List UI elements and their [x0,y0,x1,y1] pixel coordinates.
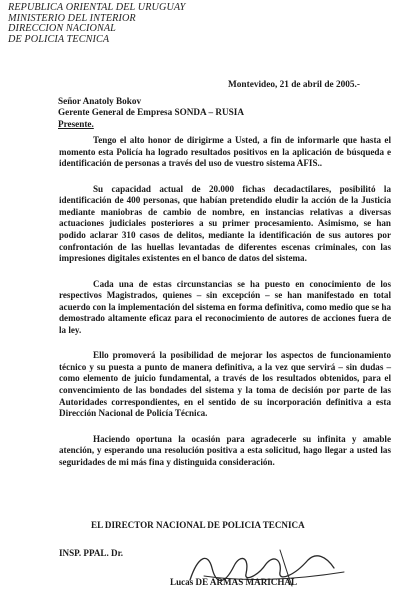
signatory-name: Lucas DE ARMAS MARICHAL [170,577,298,587]
letterhead [8,3,185,45]
letterhead-line-3: DIRECCION NACIONAL [8,23,116,35]
letter-body [59,135,391,482]
body-paragraph-3: Cada una de estas circunstancias se ha puesto en conocimiento de los respectivos Magistrados, quienes – sin excepción – se han manifestado en total acuerdo con la implementación del sistema en forma definitiva, como medio que se ha demostrado altamente eficaz para el reconocimiento de autores de acciones fuera de la ley. [59,278,391,335]
salutation: Presente. [58,118,94,129]
addressee-role: Gerente General de Empresa SONDA – RUSIA [58,107,244,118]
signature-rank: INSP. PPAL. Dr. [59,548,124,558]
body-paragraph-5: Haciendo oportuna la ocasión para agradecerle su infinita y amable atención, y esperando una resolución positiva a esta solicitud, hago llegar a usted las seguridades de mi más fina y distinguida consideración. [59,433,391,467]
letter-date: Montevideo, 21 de abril de 2005.- [228,80,360,90]
body-paragraph-4: Ello promoverá la posibilidad de mejorar los aspectos de funcionamiento técnico y su puesta a punto de manera definitiva, a la vez que servirá – sin dudas – como elemento de juicio fundamental, a través de los resultados obtenidos, para el convencimiento de las bondades del sistema y la toma de decisión por parte de las Autoridades correspondientes, en el sentido de su incorporación definitiva a esta Dirección Nacional de Policía Técnica. [59,350,391,419]
letterhead-line-4: DE POLICIA TECNICA [8,33,110,45]
addressee-block [58,96,244,130]
body-paragraph-1: Tengo el alto honor de dirigirme a Usted, a fin de informarle que hasta el momento esta Policía ha logrado resultados positivos en la aplicación de búsqueda e identificación de personas a través del uso de vuestro sistema AFIS.. [59,135,391,169]
body-paragraph-2: Su capacidad actual de 20.000 fichas decadactilares, posibilitó la identificación de 400 personas, que habían pretendido eludir la acción de la Justicia mediante maniobras de cambio de nombre, en instancias relativas a diversas actuaciones judiciales posteriores a su primer procesamiento. Asimismo, se han podido aclarar 310 casos de delitos, mediante la identificación de sus autores por confrontación de las huellas levantadas de diferentes escenas criminales, con las impresiones digitales existentes en el banco de datos del sistema. [59,183,391,264]
addressee-name: Señor Anatoly Bokov [58,96,142,106]
signature-title: EL DIRECTOR NACIONAL DE POLICIA TECNICA [91,520,305,530]
letterhead-line-1: REPUBLICA ORIENTAL DEL URUGUAY [8,2,186,13]
letterhead-line-2: MINISTERIO DEL INTERIOR [8,12,136,24]
